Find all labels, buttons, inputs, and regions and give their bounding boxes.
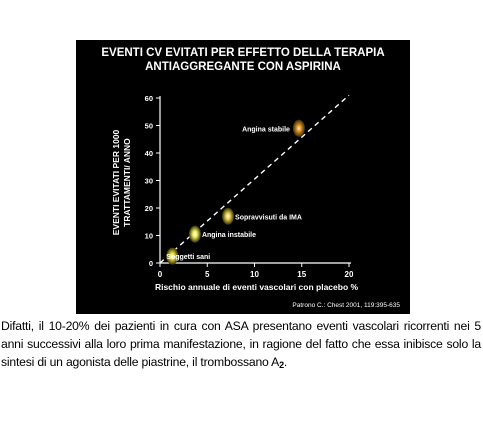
data-point — [222, 208, 234, 225]
chart-slide — [76, 40, 410, 314]
caption-subscript: 2 — [279, 360, 284, 370]
chart-plot — [76, 40, 410, 314]
y-tick-label: 40 — [144, 149, 153, 158]
x-tick-label: 10 — [250, 270, 259, 279]
chart-title-line-1: EVENTI CV EVITATI PER EFFETTO DELLA TERAPIA — [101, 47, 385, 59]
y-axis-label-line: TRATTAMENTI/ ANNO — [122, 138, 132, 227]
y-tick-label: 60 — [144, 94, 153, 103]
y-tick-label: 30 — [144, 176, 153, 186]
chart-title-line-2: ANTIAGGREGANTE CON ASPIRINA — [145, 61, 341, 73]
source-note: Patrono C.: Chest 2001, 119:395-635 — [292, 302, 400, 309]
x-axis-label: Rischio annuale di eventi vascolari con placebo % — [154, 282, 359, 292]
x-tick-label: 15 — [297, 270, 307, 279]
caption-end: . — [283, 355, 288, 369]
chart-title — [76, 46, 410, 74]
x-tick-label: 20 — [344, 270, 354, 279]
point-label: Sopravvisuti da IMA — [235, 214, 302, 222]
y-tick-label: 50 — [144, 121, 153, 131]
y-tick-label: 10 — [144, 231, 153, 241]
caption-paragraph — [1, 317, 481, 374]
data-point — [189, 226, 201, 243]
point-label: Soggetti sani — [166, 254, 211, 262]
y-tick-label: 20 — [144, 204, 153, 213]
point-label: Angina instabile — [201, 232, 257, 240]
caption-text: Difatti, il 10-20% dei pazienti in cura con ASA presentano eventi vascolari ricorrenti nei 5 anni successivi alla loro prima manifestazione, in ragione del fatto che essa inibisce solo la sintesi di un agonista delle piastrine, il trombossano A — [1, 319, 481, 369]
y-axis-label-line: EVENTI EVITATI PER 1000 — [111, 129, 121, 236]
point-label: Angina stabile — [242, 126, 290, 134]
x-tick-label: 0 — [157, 270, 163, 279]
data-point — [293, 120, 305, 137]
y-tick-label: 0 — [148, 259, 153, 268]
x-tick-label: 5 — [205, 270, 210, 279]
